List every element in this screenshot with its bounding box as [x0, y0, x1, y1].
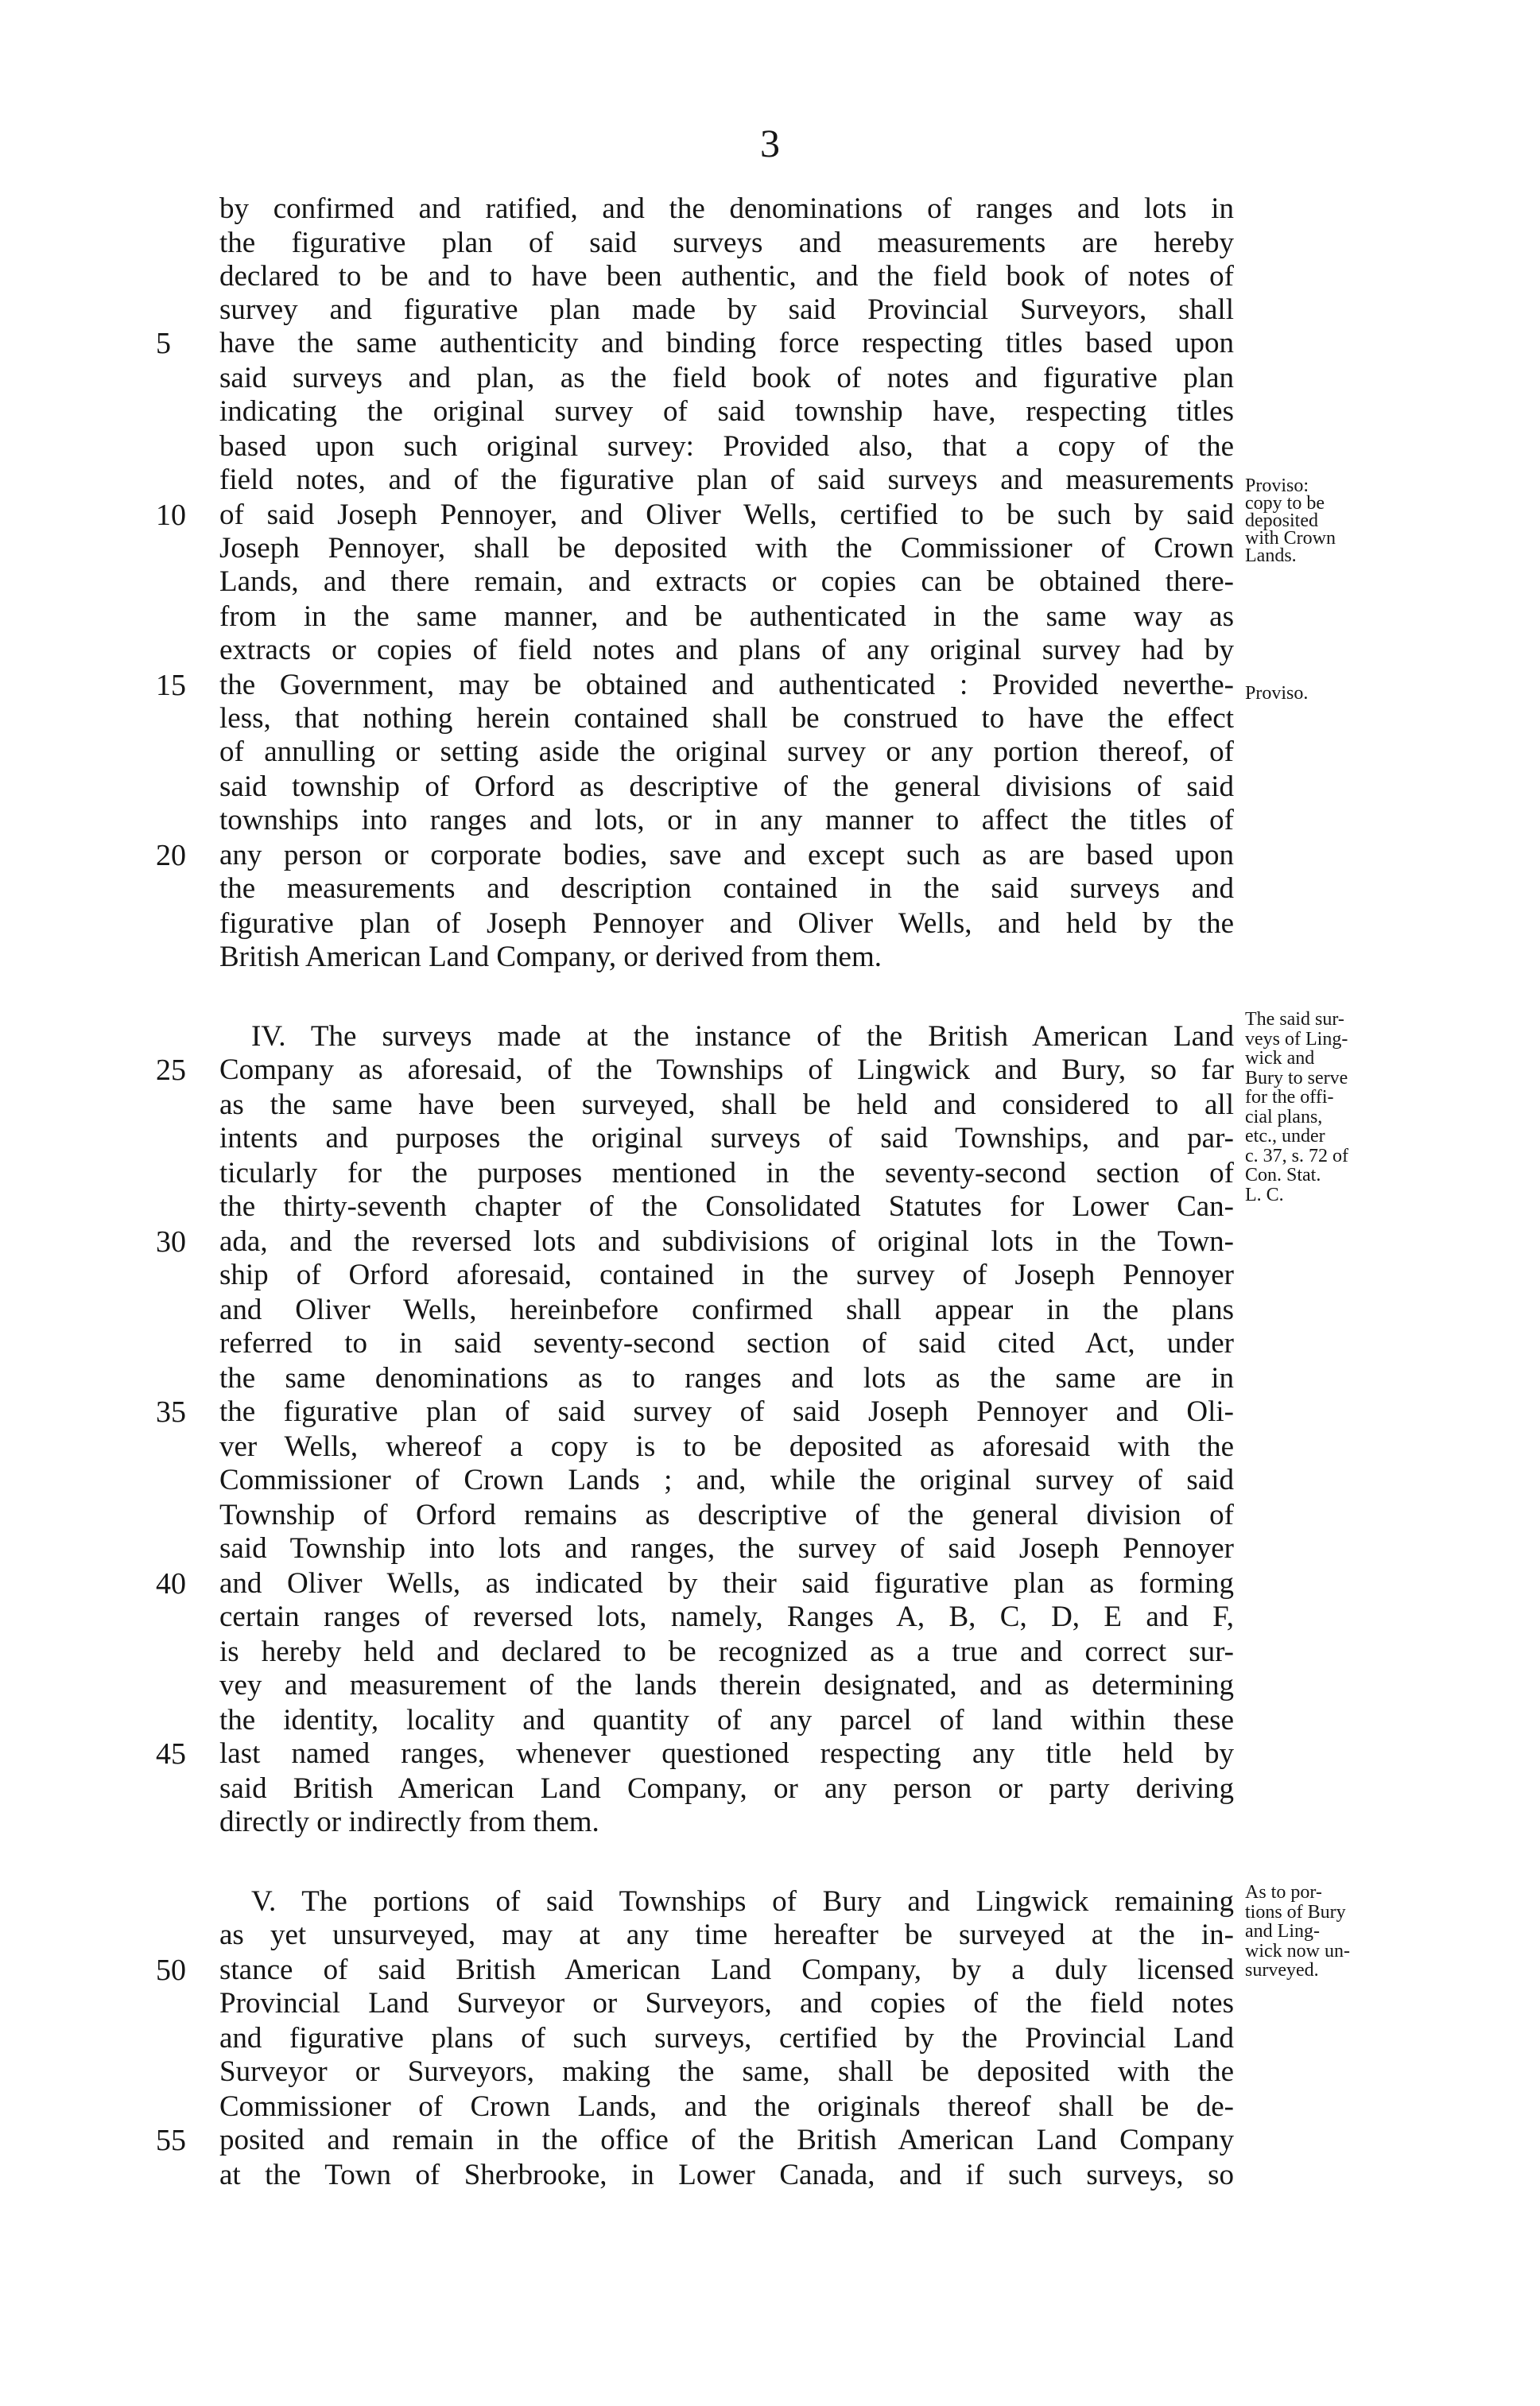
margin-note-line: copy to be: [1245, 493, 1325, 514]
text-line: from in the same manner, and be authenticated in the same way as: [219, 600, 1234, 633]
text-line: the Government, may be obtained and authenticated : Provided neverthe-: [219, 669, 1234, 701]
margin-note-line: wick now un-: [1245, 1940, 1350, 1962]
text-line: declared to be and to have been authentic, and the field book of notes of: [219, 260, 1234, 293]
text-line: ticularly for the purposes mentioned in the seventy-second section of: [219, 1157, 1234, 1189]
text-line: Township of Orford remains as descriptive of the general division of: [219, 1499, 1234, 1531]
line-number: 30: [156, 1225, 186, 1259]
text-line: IV. The surveys made at the instance of the British American Land: [251, 1020, 1234, 1053]
text-line: British American Land Company, or derived from them.: [219, 941, 882, 973]
line-number: 45: [156, 1737, 186, 1771]
text-line: is hereby held and declared to be recognized as a true and correct sur-: [219, 1636, 1234, 1668]
text-line: the same denominations as to ranges and lots as the same are in: [219, 1362, 1234, 1395]
margin-note-line: cial plans,: [1245, 1106, 1323, 1127]
margin-note: [1245, 684, 1308, 704]
text-line: stance of said British American Land Company, by a duly licensed: [219, 1954, 1234, 1986]
margin-note-line: Lands.: [1245, 545, 1297, 566]
line-number: 10: [156, 499, 186, 532]
text-line: said township of Orford as descriptive of the general divisions of said: [219, 770, 1234, 803]
text-line: survey and figurative plan made by said Provincial Surveyors, shall: [219, 293, 1234, 326]
line-number: 50: [156, 1954, 186, 1987]
text-line: ship of Orford aforesaid, contained in the survey of Joseph Pennoyer: [219, 1259, 1234, 1291]
page-number: 3: [760, 121, 780, 165]
text-line: Surveyor or Surveyors, making the same, shall be deposited with the: [219, 2055, 1234, 2088]
margin-note-line: The said sur-: [1245, 1009, 1344, 1030]
text-line: the measurements and description contained in the said surveys and: [219, 872, 1234, 905]
text-line: Commissioner of Crown Lands, and the originals thereof shall be de-: [219, 2090, 1234, 2123]
text-line: as yet unsurveyed, may at any time hereafter be surveyed at the in-: [219, 1919, 1234, 1951]
text-line: said surveys and plan, as the field book of notes and figurative plan: [219, 362, 1234, 394]
text-line: the figurative plan of said survey of said Joseph Pennoyer and Oli-: [219, 1395, 1234, 1428]
text-line: any person or corporate bodies, save and except such as are based upon: [219, 839, 1234, 871]
margin-note-line: veys of Ling-: [1245, 1028, 1348, 1050]
text-line: said British American Land Company, or any person or party deriving: [219, 1772, 1234, 1805]
line-number: 15: [156, 669, 186, 702]
margin-note-line: c. 37, s. 72 of: [1245, 1145, 1348, 1166]
line-number: 40: [156, 1567, 186, 1601]
margin-note-line: Proviso:: [1245, 475, 1309, 496]
line-number: 20: [156, 839, 186, 872]
text-line: townships into ranges and lots, or in any manner to affect the titles of: [219, 804, 1234, 836]
text-line: the identity, locality and quantity of any parcel of land within these: [219, 1704, 1234, 1737]
text-line: based upon such original survey: Provided also, that a copy of the: [219, 430, 1234, 463]
margin-note-line: surveyed.: [1245, 1960, 1319, 1981]
margin-note-line: Proviso.: [1245, 683, 1309, 704]
margin-note-line: wick and: [1245, 1048, 1315, 1069]
text-line: ada, and the reversed lots and subdivisions of original lots in the Town-: [219, 1225, 1234, 1258]
text-line: the thirty-seventh chapter of the Consolidated Statutes for Lower Can-: [219, 1190, 1234, 1223]
text-line: vey and measurement of the lands therein designated, and as determining: [219, 1669, 1234, 1702]
line-number: 35: [156, 1395, 186, 1429]
text-line: as the same have been surveyed, shall be held and considered to all: [219, 1089, 1234, 1121]
margin-note-line: with Crown: [1245, 528, 1336, 549]
text-line: Lands, and there remain, and extracts or copies can be obtained there-: [219, 565, 1234, 598]
text-line: figurative plan of Joseph Pennoyer and Oliver Wells, and held by the: [219, 907, 1234, 940]
text-line: less, that nothing herein contained shall be construed to have the effect: [219, 702, 1234, 735]
margin-note-line: Bury to serve: [1245, 1067, 1348, 1089]
margin-note-line: and Ling-: [1245, 1921, 1320, 1942]
text-line: Joseph Pennoyer, shall be deposited with the Commissioner of Crown: [219, 532, 1234, 565]
text-line: indicating the original survey of said township have, respecting titles: [219, 395, 1234, 428]
text-line: referred to in said seventy-second section of said cited Act, under: [219, 1327, 1234, 1360]
text-line: of said Joseph Pennoyer, and Oliver Wells, certified to be such by said: [219, 499, 1234, 531]
margin-note-line: tions of Bury: [1245, 1901, 1346, 1923]
text-line: directly or indirectly from them.: [219, 1806, 599, 1838]
text-line: and Oliver Wells, hereinbefore confirmed shall appear in the plans: [219, 1294, 1234, 1326]
text-line: the figurative plan of said surveys and measurements are hereby: [219, 227, 1234, 259]
text-line: Provincial Land Surveyor or Surveyors, and copies of the field notes: [219, 1987, 1234, 2020]
line-number: 5: [156, 327, 171, 360]
margin-note: [1245, 1883, 1350, 1981]
text-line: ver Wells, whereof a copy is to be deposited as aforesaid with the: [219, 1430, 1234, 1463]
line-number: 25: [156, 1054, 186, 1087]
margin-note: [1245, 477, 1336, 565]
text-line: have the same authenticity and binding force respecting titles based upon: [219, 327, 1234, 359]
text-line: V. The portions of said Townships of Bury and Lingwick remaining: [251, 1885, 1234, 1918]
margin-note-line: etc., under: [1245, 1126, 1325, 1147]
text-line: at the Town of Sherbrooke, in Lower Canada, and if such surveys, so: [219, 2159, 1234, 2191]
text-line: Commissioner of Crown Lands ; and, while the original survey of said: [219, 1464, 1234, 1496]
margin-note-line: As to por-: [1245, 1882, 1322, 1903]
text-line: extracts or copies of field notes and plans of any original survey had by: [219, 634, 1234, 666]
text-line: Company as aforesaid, of the Townships of Lingwick and Bury, so far: [219, 1054, 1234, 1086]
text-line: and figurative plans of such surveys, certified by the Provincial Land: [219, 2022, 1234, 2055]
line-number: 55: [156, 2124, 186, 2157]
text-line: last named ranges, whenever questioned respecting any title held by: [219, 1737, 1234, 1770]
text-line: certain ranges of reversed lots, namely, Ranges A, B, C, D, E and F,: [219, 1601, 1234, 1633]
text-line: intents and purposes the original surveys of said Townships, and par-: [219, 1122, 1234, 1154]
text-line: by confirmed and ratified, and the denominations of ranges and lots in: [219, 192, 1234, 225]
margin-note-line: for the offi-: [1245, 1087, 1334, 1108]
margin-note-line: L. C.: [1245, 1184, 1284, 1205]
text-line: of annulling or setting aside the original survey or any portion thereof, of: [219, 735, 1234, 768]
margin-note: [1245, 1010, 1348, 1205]
margin-note-line: deposited: [1245, 510, 1318, 531]
text-line: and Oliver Wells, as indicated by their said figurative plan as forming: [219, 1567, 1234, 1600]
text-line: posited and remain in the office of the British American Land Company: [219, 2124, 1234, 2156]
text-line: said Township into lots and ranges, the survey of said Joseph Pennoyer: [219, 1532, 1234, 1565]
text-line: field notes, and of the figurative plan of said surveys and measurements: [219, 464, 1234, 496]
margin-note-line: Con. Stat.: [1245, 1165, 1321, 1186]
